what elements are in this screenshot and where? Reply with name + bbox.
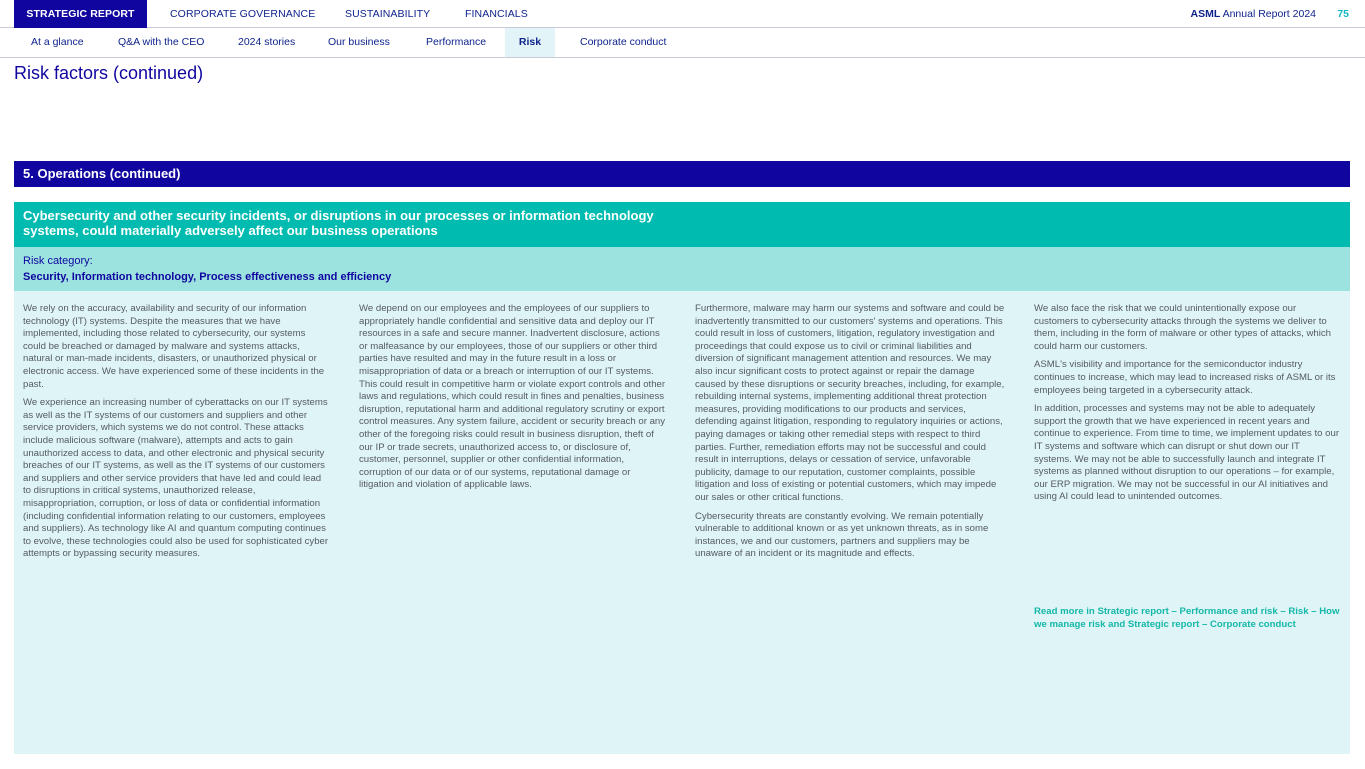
read-more-link[interactable]: Read more in Strategic report – Performance and risk – Risk – How we manage risk and Strategic report – Corporate conduct [1034, 606, 1340, 630]
paragraph: We depend on our employees and the employees of our suppliers to appropriately handle confidential and sensitive data and deploy our IT resources in a safe and secure manner. Inadvertent disclosure, actions or malfeasance by our employees, those of our suppliers or other third parties have resulted and may in the future result in a loss or misappropriation of data or a breach or interruption of our IT systems. This could result in competitive harm or violate export controls and other laws and regulations, which could result in fines and penalties, business disruption, reputational harm and additional regulatory scrutiny or export control measures. Any system failure, accident or security breach or any other of the foregoing risks could result in business disruption, theft of our IP or trade secrets, unauthorized access to, or disclosure of, customer, personnel, supplier or other confidential information, corruption of our data or of our systems, reputational damage or litigation and violation of applicable laws. [359, 303, 666, 491]
subnav-at-a-glance[interactable]: At a glance [31, 36, 84, 48]
tab-strategic-report[interactable]: STRATEGIC REPORT [14, 0, 147, 28]
paragraph: We rely on the accuracy, availability and security of our information technology (IT) systems. Despite the measures that we have implemented, including those related to cybersecurity, our systems could be breached or damaged by malware and systems attacks, natural or man-made incidents, disasters, or unauthorized physical or electronic access. We have experienced some of these incidents in the past. [23, 303, 325, 390]
paragraph: We also face the risk that we could unintentionally expose our customers to cybersecurity attacks through the systems we deliver to them, including in the form of malware or other types of attacks, which could harm our customers. [1034, 303, 1332, 352]
risk-category-box [14, 247, 1350, 291]
tab-financials[interactable]: FINANCIALS [465, 8, 528, 20]
brand-report-title: Annual Report 2024 [1222, 8, 1316, 20]
risk-title-banner [14, 202, 1350, 247]
tab-sustainability[interactable]: SUSTAINABILITY [345, 8, 431, 20]
tab-corporate-governance[interactable]: CORPORATE GOVERNANCE [170, 8, 316, 20]
text-column-3 [695, 303, 1005, 567]
risk-category-label: Risk category: [23, 255, 93, 267]
report-brand [1191, 0, 1317, 29]
paragraph: Furthermore, malware may harm our systems and software and could be inadvertently transmitted to our customers' systems and operations. This could result in loss of customers, litigation, regulatory investigation and proceedings that could expose us to civil or criminal liabilities and diversion of significant management attention and resources. We may also incur significant costs to protect against or repair the damage caused by these disruptions or security breaches, including, for example, rebuilding internal systems, implementing additional threat protection measures, providing modifications to our products and services, defending against litigation, responding to regulatory inquiries or actions, paying damages or taking other remedial steps with respect to third parties. Further, remediation efforts may not be successful and could result in interruptions, delays or cessation of service, unfavorable publicity, damage to our reputation, customer complaints, possible litigation and loss of existing or potential customers, which may impede our sales or other critical functions. [695, 303, 1005, 503]
page-number: 75 [1337, 8, 1349, 20]
sub-navigation [0, 28, 1365, 58]
subnav-corporate-conduct[interactable]: Corporate conduct [580, 36, 667, 48]
subnav-risk[interactable]: Risk [505, 28, 555, 57]
paragraph: Cybersecurity threats are constantly evolving. We remain potentially vulnerable to additional known or as yet unknown threats, as in some instances, we and our customers, partners and suppliers may be unaware of an incident or its magnitude and effects. [695, 510, 989, 560]
paragraph: In addition, processes and systems may not be able to adequately support the growth that we have experienced in recent years and continue to experience. From time to time, we implement updates to our IT systems and software which can disrupt or shut down our IT systems. We may not be able to successfully launch and integrate IT systems as planned without disruption to our operations – for example, our ERP migration. We may not be successful in our AI initiatives and using AI could lead to unintended outcomes. [1034, 403, 1340, 503]
subnav-2024-stories[interactable]: 2024 stories [238, 36, 296, 48]
paragraph: We experience an increasing number of cyberattacks on our IT systems as well as the IT systems of our customers and suppliers and other service providers, which systems we do not control. These attacks include malicious software (malware), attempts and acts to gain unauthorized access to data, and other electronic and physical security breaches of our IT systems, as well as the IT systems of our customers and suppliers and other service providers that have led and could lead to disruptions in critical systems, unauthorized release, misappropriation, corruption, or loss of data or confidential information (including confidential information relating to our customers, employees and suppliers). As technology like AI and quantum computing continues to evolve, these technologies could also be used for sophisticated cyber attempts or bypassing security measures. [23, 397, 329, 560]
subnav-performance[interactable]: Performance [426, 36, 487, 48]
brand-name: ASML [1190, 8, 1221, 20]
section-heading: 5. Operations (continued) [14, 161, 1350, 187]
subnav-our-business[interactable]: Our business [328, 36, 390, 48]
paragraph: ASML's visibility and importance for the semiconductor industry continues to increase, which may lead to increased risks of ASML or its employees being targeted in a cybersecurity attack. [1034, 359, 1336, 396]
text-column-4 [1034, 303, 1340, 510]
subnav-qa-ceo[interactable]: Q&A with the CEO [118, 36, 205, 48]
text-column-1 [23, 303, 330, 567]
page-title: Risk factors (continued) [14, 63, 204, 83]
top-navigation [0, 0, 1365, 28]
risk-category-value: Security, Information technology, Process effectiveness and efficiency [23, 271, 392, 283]
risk-title: Cybersecurity and other security incidents, or disruptions in our processes or information technology systems, could materially adversely affect our business operations [23, 208, 654, 238]
text-column-2 [359, 303, 666, 498]
risk-body [14, 291, 1350, 754]
